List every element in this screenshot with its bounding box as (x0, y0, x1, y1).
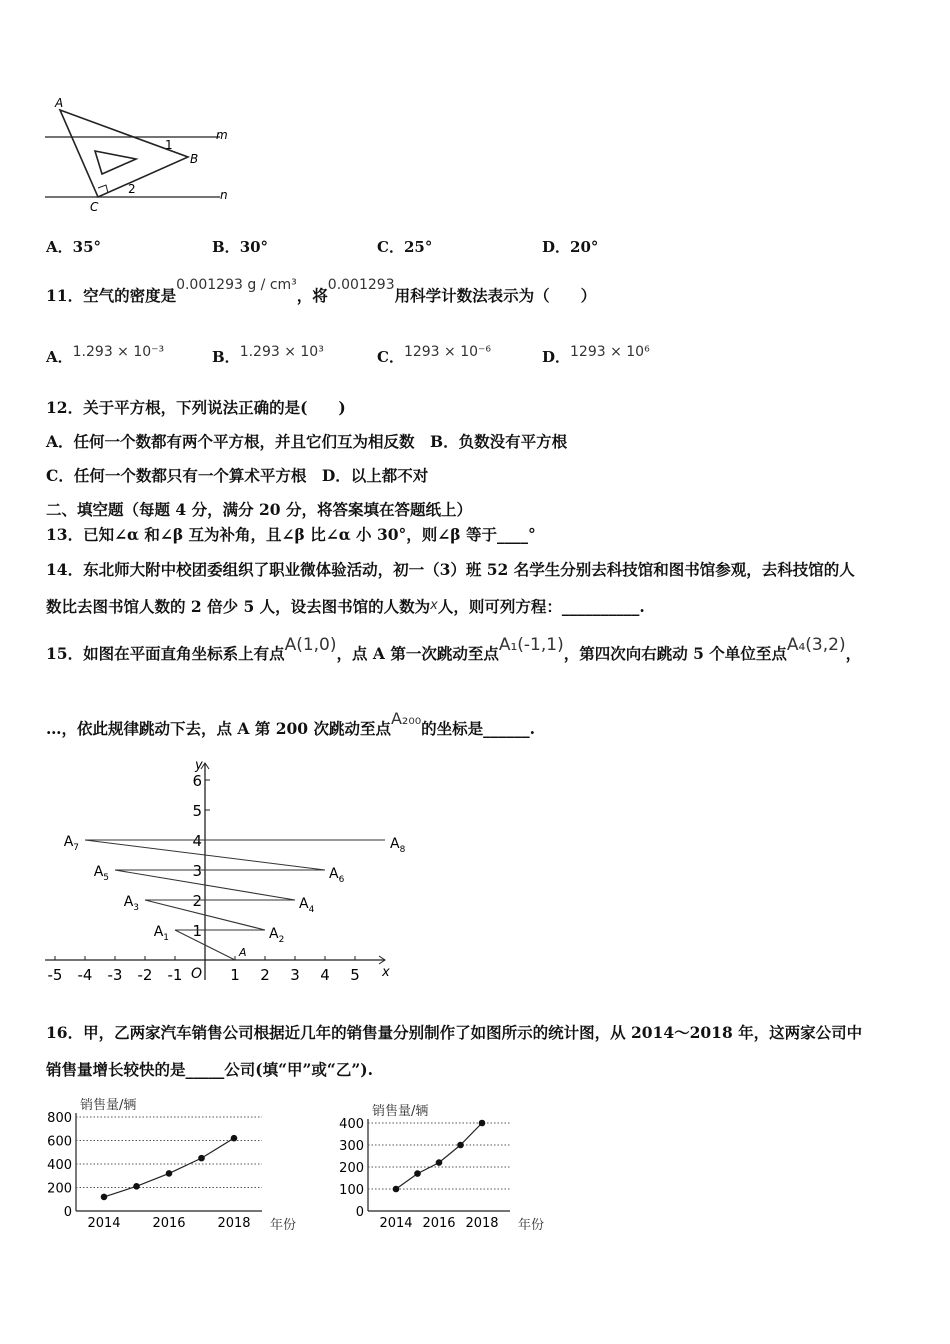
chart-y-tick-label: 400 (339, 1117, 364, 1132)
section-fill-in-heading: 二、填空题（每题 4 分，满分 20 分，将答案填在答题纸上） (46, 500, 472, 519)
chart-x-tick-label: 2016 (422, 1216, 456, 1231)
q11-option-b[interactable]: B．1.293 × 10³ (212, 344, 324, 366)
chart-series-line (396, 1123, 482, 1189)
q15-line2: …，依此规律跳动下去，点 A 第 200 次跳动至点A₂₀₀的坐标是______. (46, 709, 536, 738)
chart-series-line (104, 1138, 234, 1197)
x-axis-label: x (382, 965, 390, 980)
label-b: B (190, 152, 199, 166)
x-tick-label: -1 (167, 966, 183, 984)
label-m: m (216, 128, 228, 142)
q11-option-d[interactable]: D．1293 × 10⁶ (542, 344, 650, 366)
chart-data-point (198, 1155, 205, 1162)
q16-line2: 销售量增长较快的是_____公司(填“甲”或“乙”). (46, 1060, 373, 1079)
q11-stem: 11．空气的密度是0.001293 g / cm³，将0.001293用科学计数法表示为（ ） (46, 277, 597, 305)
point-label-a: A (239, 946, 247, 959)
point-label-a4: $A_4$ (299, 896, 315, 915)
y-tick-label: 3 (192, 862, 202, 880)
chart-data-point (479, 1120, 486, 1127)
y-tick-label: 1 (192, 922, 202, 940)
q11-option-c[interactable]: C．1293 × 10⁻⁶ (377, 344, 492, 366)
q10-option-b[interactable]: B．30° (212, 238, 269, 256)
q10-option-d[interactable]: D．20° (542, 238, 599, 256)
x-tick-label: -5 (47, 966, 63, 984)
point-label-a5: $A_5$ (93, 864, 109, 883)
chart-y-tick-label: 400 (47, 1158, 72, 1173)
chart-data-point (231, 1135, 238, 1142)
y-tick-label: 2 (192, 892, 202, 910)
x-tick-label: 3 (290, 966, 300, 984)
inner-triangle (95, 151, 136, 174)
q14-line1: 14．东北师大附中校团委组织了职业微体验活动，初一（3）班 52 名学生分别去科技馆和图书馆参观，去科技馆的人 (46, 560, 855, 579)
chart-company-yi (332, 1085, 562, 1235)
chart-xlabel: 年份 (270, 1218, 297, 1233)
chart-y-tick-label: 0 (63, 1205, 72, 1220)
chart-y-tick-label: 200 (47, 1181, 72, 1197)
point-label-a8: $A_8$ (390, 836, 406, 855)
chart-x-tick-label: 2014 (379, 1216, 413, 1231)
chart-data-point (166, 1170, 173, 1177)
chart-x-tick-label: 2018 (217, 1216, 251, 1231)
right-angle-mark (98, 185, 108, 193)
y-axis-label: y (195, 758, 203, 773)
chart-data-point (457, 1142, 464, 1149)
q13-stem: 13．已知∠α 和∠β 互为补角，且∠β 比∠α 小 30°，则∠β 等于____° (46, 525, 536, 544)
q12-stem: 12．关于平方根，下列说法正确的是( ) (46, 398, 346, 417)
x-tick-label: 4 (320, 966, 330, 984)
y-tick-label: 4 (192, 832, 202, 850)
label-angle-1: 1 (165, 138, 173, 152)
point-label-a1: $A_1$ (153, 924, 169, 943)
q11-option-a[interactable]: A．1.293 × 10⁻³ (46, 344, 165, 366)
x-tick-label: 1 (230, 966, 240, 984)
chart-data-point (414, 1170, 421, 1177)
x-tick-label: -3 (107, 966, 123, 984)
chart-ylabel: 销售量/辆 (372, 1104, 429, 1119)
point-label-a7: $A_7$ (63, 834, 79, 853)
x-tick-label: -2 (137, 966, 153, 984)
origin-label: O (191, 966, 203, 982)
q15-coordinate-graph (40, 755, 406, 985)
label-a: A (55, 96, 64, 110)
chart-data-point (393, 1186, 400, 1193)
x-tick-label: 5 (350, 966, 360, 984)
q12-options-line2[interactable]: C．任何一个数都只有一个算术平方根 D．以上都不对 (46, 466, 429, 485)
triangle-abc (60, 110, 188, 197)
chart-data-point (101, 1194, 108, 1201)
q16-line1: 16．甲，乙两家汽车销售公司根据近几年的销售量分别制作了如图所示的统计图，从 2014～2018 年，这两家公司中 (46, 1023, 863, 1042)
q10-option-a[interactable]: A．35° (46, 238, 102, 256)
chart-y-tick-label: 200 (339, 1161, 364, 1176)
label-c: C (90, 200, 99, 214)
point-label-a3: $A_3$ (123, 894, 139, 913)
q10-figure (40, 95, 240, 220)
chart-y-tick-label: 600 (47, 1134, 72, 1150)
chart-y-tick-label: 800 (47, 1111, 72, 1126)
chart-y-tick-label: 300 (339, 1139, 364, 1154)
q12-options-line1[interactable]: A．任何一个数都有两个平方根，并且它们互为相反数 B．负数没有平方根 (46, 432, 568, 451)
chart-data-point (436, 1159, 443, 1166)
q14-line2: 数比去图书馆人数的 2 倍少 5 人，设去图书馆的人数为x人，则可列方程：__________. (46, 597, 645, 616)
x-tick-label: 2 (260, 966, 270, 984)
chart-y-tick-label: 100 (339, 1183, 364, 1198)
chart-x-tick-label: 2016 (152, 1216, 186, 1231)
chart-data-point (133, 1183, 140, 1190)
q10-option-c[interactable]: C．25° (377, 238, 433, 256)
point-label-a6: $A_6$ (329, 866, 345, 885)
label-angle-2: 2 (128, 182, 136, 196)
x-tick-label: -4 (77, 966, 93, 984)
chart-ylabel: 销售量/辆 (80, 1098, 137, 1113)
label-n: n (220, 188, 228, 202)
chart-xlabel: 年份 (518, 1218, 545, 1233)
point-label-a2: $A_2$ (269, 926, 285, 945)
chart-x-tick-label: 2018 (465, 1216, 499, 1231)
q15-line1: 15．如图在平面直角坐标系上有点A(1,0)，点 A 第一次跳动至点A₁(-1,1)，第四次向右跳动 5 个单位至点A₄(3,2)， (46, 635, 862, 663)
y-tick-label: 5 (192, 802, 202, 820)
chart-x-tick-label: 2014 (87, 1216, 121, 1231)
chart-y-tick-label: 0 (355, 1205, 364, 1220)
y-tick-label: 6 (192, 772, 202, 790)
chart-company-jia (44, 1085, 314, 1235)
